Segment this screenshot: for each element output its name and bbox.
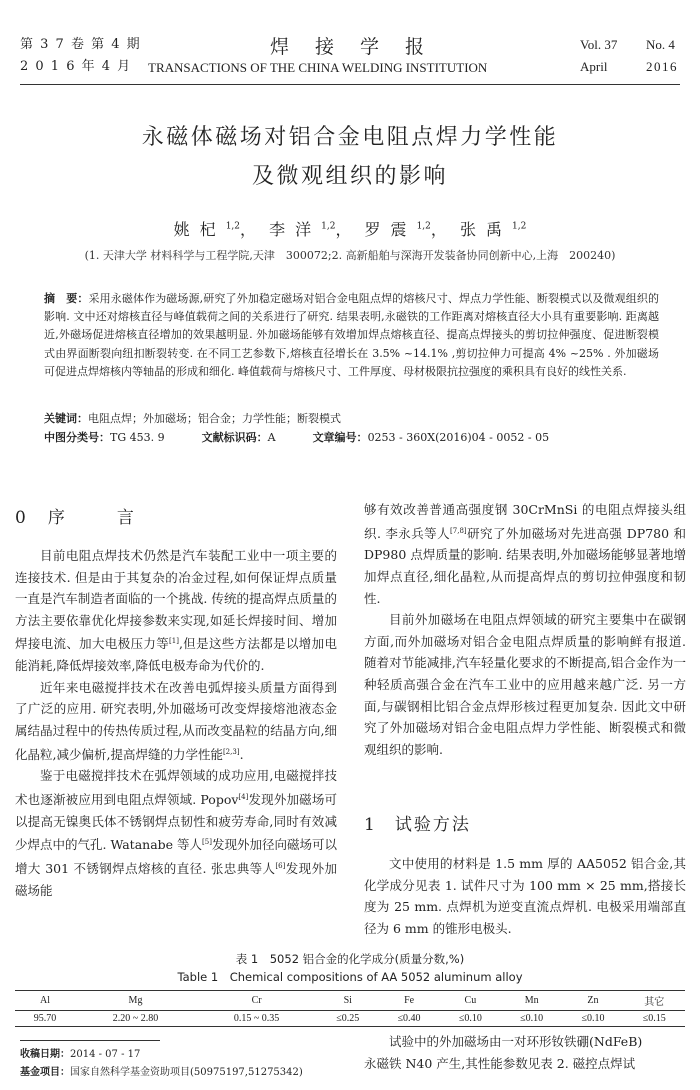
issue-info: [20, 34, 141, 78]
method-paragraph: [364, 853, 686, 939]
composition-table: [15, 990, 685, 1027]
text: 发现外加磁场能: [15, 861, 337, 898]
abstract-label: 摘 要：: [44, 292, 89, 305]
issue-date: 2 0 1 6 年 4 月: [20, 59, 132, 74]
footnote-rule: [20, 1040, 160, 1041]
keywords-label: 关键词：: [44, 412, 88, 425]
text: 发现外加径向磁场可以增大 301 不锈钢焊点熔核的直径. 张忠典等人: [15, 837, 337, 877]
ref: [7,8]: [450, 526, 467, 535]
text-line: 永磁铁 N40 产生,其性能参数见表 2. 磁控点焊试: [364, 1055, 636, 1071]
author-sup: 1,2: [225, 221, 241, 232]
table-cell: ≤0.10: [562, 1011, 623, 1027]
issue-volume: 第 3 7 卷 第 4 期: [20, 37, 142, 52]
table-header-cell: Mn: [501, 991, 562, 1011]
journal-title-en: TRANSACTIONS OF THE CHINA WELDING INSTITUTION: [148, 60, 488, 75]
ref: [6]: [275, 861, 286, 870]
table-cell: 2.20 ~ 2.80: [75, 1011, 196, 1027]
table-header-cell: Al: [15, 991, 75, 1011]
section-title: 序 言: [47, 508, 140, 528]
author-sup: 1,2: [416, 221, 431, 232]
clc-code: TG 453. 9: [110, 431, 165, 444]
journal-title-cn: 焊接学报: [270, 36, 451, 58]
section-0-heading: [15, 503, 140, 528]
keywords-text: 电阻点焊；外加磁场；铝合金；力学性能；断裂模式: [88, 412, 341, 425]
text: 目前电阻点焊技术仍然是汽车装配工业中一项主要的连接技术. 但是由于其复杂的冶金过程,如何保证焊点质量一直是汽车制造者面临的一个挑战. 传统的提高焊点质量的方法主要依靠优化焊接参数来实现,如延长焊接时间、增加焊接电流、加大电极压力等: [15, 548, 337, 652]
table-caption-cn: 表 1 5052 铝合金的化学成分(质量分数,%): [235, 952, 465, 966]
text: 够有效改善普通高强度钢 30CrMnSi 的电阻点焊接头组织. 李永兵等人: [364, 502, 686, 541]
ref: [5]: [202, 838, 212, 847]
table-header-cell: Mg: [75, 991, 196, 1011]
month-en: April: [580, 59, 608, 74]
table-header-cell: Cu: [440, 991, 501, 1011]
classification: [44, 429, 659, 445]
table-header-cell: Cr: [196, 991, 317, 1011]
keywords: [44, 410, 341, 426]
paragraph: [364, 853, 686, 939]
table-row: [15, 1011, 685, 1027]
text: 鉴于电磁搅拌技术在弧焊领域的成功应用,电磁搅拌技术也逐渐被应用到电阻点焊领域. Popov: [15, 768, 337, 807]
text: 文中使用的材料是 1.5 mm 厚的 AA5052 铝合金,其化学成分见表 1. 试件尺寸为 100 mm × 25 mm,搭接长度为 25 mm. 点焊机为逆变直流点焊机. 电极采用端部直径为 6 mm 的锥形电极头.: [364, 856, 686, 936]
fund-label: 基金项目：: [20, 1067, 70, 1078]
text: ,但是这些方法都是以增加电能消耗,降低焊接效率,降低电极寿命为代价的.: [15, 636, 337, 674]
paragraph: [15, 545, 337, 677]
table-header-row: [15, 991, 685, 1011]
received-label: 收稿日期：: [20, 1049, 70, 1060]
paper-title-line2: 及微观组织的影响: [251, 164, 448, 189]
abstract: [44, 290, 659, 381]
author-name: 张禹: [459, 220, 512, 239]
author-name: 姚杞: [173, 220, 226, 239]
number-en: No. 4: [646, 37, 675, 52]
table-cell: 0.15 ~ 0.35: [196, 1011, 317, 1027]
paragraph: [15, 765, 337, 901]
table-header-cell: Zn: [562, 991, 623, 1011]
table-caption-en: Table 1 Chemical compositions of AA 5052 aluminum alloy: [177, 970, 523, 984]
table-cell: ≤0.15: [624, 1011, 685, 1027]
text: 目前外加磁场在电阻点焊领域的研究主要集中在碳钢方面,而外加磁场对铝合金电阻点焊质量的影响鲜有报道. 随着对节能减排,汽车轻量化要求的不断提高,铝合金作为一种轻质高强合金在汽车工业中的应用越来越广泛. 另一方面,与碳钢相比铝合金点焊形核过程更加复杂. 因此文中研究了外加磁场对铝合金电阻点焊力学性能、断裂模式和微观组织的影响.: [364, 612, 686, 757]
author-name: 李洋: [269, 220, 322, 239]
paragraph: [364, 499, 686, 609]
table-header-cell: Fe: [378, 991, 439, 1011]
volume-en: Vol. 37: [580, 37, 618, 52]
text: 发现外加磁场可以提高无镍奥氏体不锈钢焊点韧性和疲劳寿命,同时有效减少焊点中的气孔. Watanabe 等人: [15, 792, 337, 853]
ref: [4]: [238, 792, 249, 801]
text-line: 试验中的外加磁场由一对环形钕铁硼(NdFeB): [389, 1034, 643, 1049]
text: 近年来电磁搅拌技术在改善电弧焊接头质量方面得到了广泛的应用. 研究表明,外加磁场可改变焊接熔池液态金属结晶过程中的传热传质过程,从而改变晶粒的结晶方向,细化晶粒,减少偏析,提高焊缝的力学性能: [15, 679, 337, 762]
paragraph: [15, 677, 337, 766]
header-rule: [20, 84, 680, 85]
section-1-heading: [364, 810, 471, 835]
doc-code: A: [267, 431, 276, 444]
received-date: 2014 - 07 - 17: [70, 1049, 141, 1060]
doc-code-label: 文献标识码：: [201, 431, 268, 444]
footnote: [20, 1046, 303, 1082]
paper-title-line1: 永磁体磁场对铝合金电阻点焊力学性能: [141, 125, 559, 150]
table-cell: ≤0.25: [317, 1011, 378, 1027]
text: .: [239, 746, 244, 762]
fund-text: 国家自然科学基金资助项目(50975197,51275342): [70, 1067, 303, 1078]
section-title: 试验方法: [394, 815, 471, 835]
section-number: 0: [15, 508, 26, 528]
table-cell: ≤0.10: [440, 1011, 501, 1027]
abstract-text: 采用永磁体作为磁场源,研究了外加稳定磁场对铝合金电阻点焊的熔核尺寸、焊点力学性能、断裂模式以及微观组织的影响. 文中还对熔核直径与峰值载荷之间的关系进行了研究. 结果表明,永磁铁的工作距离对熔核直径大小具有重要影响. 距离越近,外磁场促进熔核直径增加的效果越明显. 外加磁场能够有效增加焊点熔核直径、提高点焊接头的剪切拉伸强度、促进断裂模式由界面断裂向纽扣断裂转变. 在不同工艺参数下,熔核直径增长在 3.5% ~14.1% ,剪切拉伸力可提高 4% ~25% . 外加磁场可促进点焊熔核内等轴晶的形成和细化. 峰值载荷与熔核尺寸、工件厚度、母材极限抗拉强度的乘积具有良好的线性关系.: [44, 292, 660, 378]
table-header-cell: 其它: [624, 991, 685, 1011]
section-number: 1: [364, 815, 375, 835]
left-column: [15, 545, 337, 901]
year-en: 2016: [646, 59, 678, 74]
table-header-cell: Si: [317, 991, 378, 1011]
author-name: 罗震: [364, 220, 417, 239]
author-sup: 1,2: [512, 221, 527, 232]
article-no: 0253 - 360X(2016)04 - 0052 - 05: [367, 431, 550, 444]
table-cell: ≤0.10: [501, 1011, 562, 1027]
continuation-text: [364, 1031, 686, 1074]
author-sup: 1,2: [321, 221, 336, 232]
author-list: 姚杞$^{1,2}$， 李洋$^{1,2}$， 罗震$^{1,2}$， 张禹$^{1,2}$: [173, 220, 527, 239]
article-no-label: 文章编号：: [312, 431, 368, 444]
table-cell: 95.70: [15, 1011, 75, 1027]
right-column: [364, 499, 686, 760]
text: 研究了外加磁场对先进高强 DP780 和 DP980 点焊质量的影响. 结果表明,外加磁场能够显著地增加焊点直径,细化晶粒,从而提高焊点的剪切拉伸强度和韧性.: [364, 525, 686, 606]
ref: [1]: [169, 637, 179, 646]
paragraph: [364, 609, 686, 760]
ref: [2,3]: [222, 747, 240, 756]
issue-info-en: [580, 34, 678, 78]
table-cell: ≤0.40: [378, 1011, 439, 1027]
affiliation: (1. 天津大学 材料科学与工程学院,天津 300072;2. 高新船舶与深海开发装备协同创新中心,上海 200240): [84, 249, 616, 262]
clc-label: 中图分类号：: [44, 431, 110, 444]
